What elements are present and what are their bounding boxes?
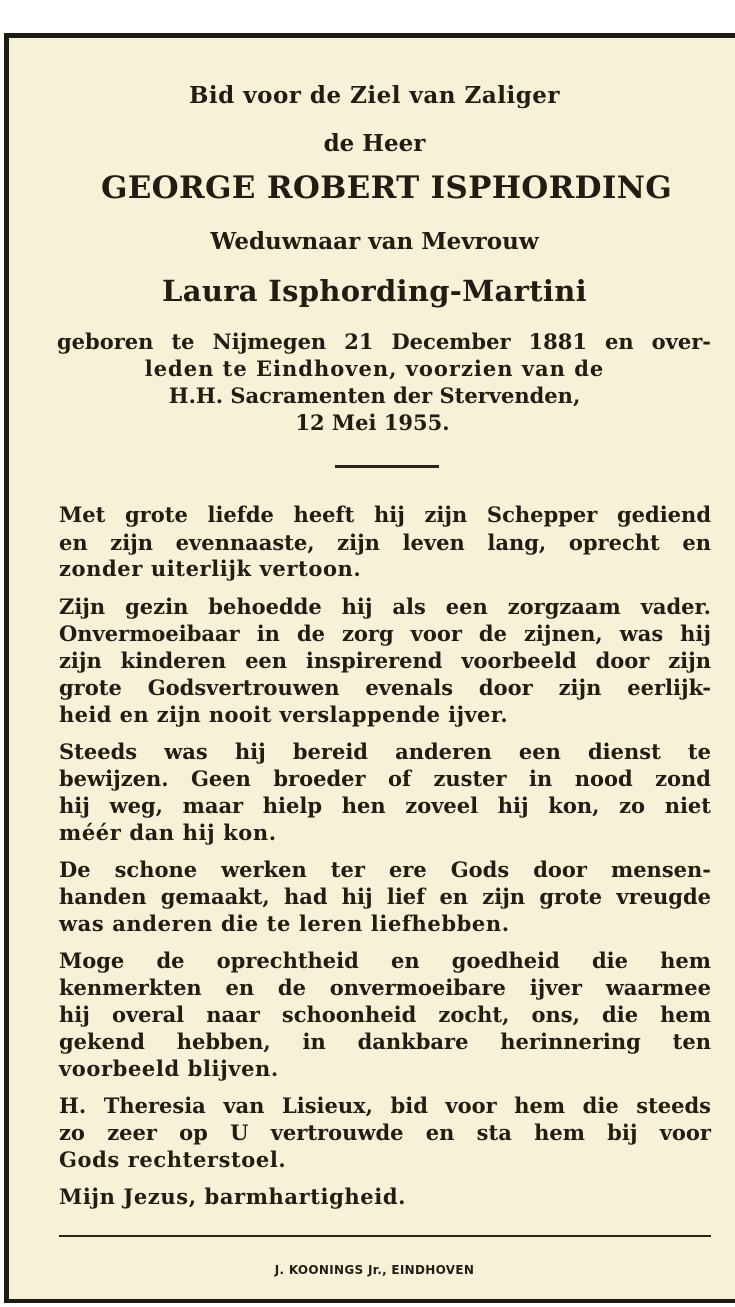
- paragraph-3-line-1: Steeds was hij bereid anderen een dienst te: [59, 739, 711, 764]
- deceased-name: GEORGE ROBERT ISPHORDING: [100, 170, 673, 206]
- paragraph-2-line-2: Onvermoeibaar in de zorg voor de zijnen, was hij: [59, 621, 711, 646]
- closing-line: Mijn Jezus, barmhartigheid.: [59, 1184, 407, 1209]
- paragraph-4-line-2: handen gemaakt, had hij lief en zijn grote vreugde: [59, 884, 711, 909]
- paragraph-1-line-2: en zijn evennaaste, zijn leven lang, oprecht en: [59, 530, 711, 555]
- paragraph-6-line-2: zo zeer op U vertrouwde en sta hem bij voor: [59, 1120, 711, 1145]
- paragraph-3-line-3: hij weg, maar hielp hen zoveel hij kon, zo niet: [59, 793, 711, 818]
- paragraph-2-line-4: grote Godsvertrouwen evenals door zijn eerlijk-: [59, 675, 711, 700]
- birth-death-line-1: geboren te Nijmegen 21 December 1881 en over-: [57, 329, 711, 354]
- divider-long: [59, 1235, 711, 1237]
- prayer-line: Bid voor de Ziel van Zaliger: [188, 82, 561, 109]
- printer-credit: J. KOONINGS Jr., EINDHOVEN: [274, 1263, 475, 1277]
- widower-line: Weduwnaar van Mevrouw: [210, 228, 539, 255]
- memorial-card: [4, 33, 735, 1303]
- spouse-name: Laura Isphording-Martini: [162, 274, 587, 308]
- paragraph-3-line-4: méér dan hij kon.: [59, 820, 277, 845]
- birth-death-line-3: H.H. Sacramenten der Stervenden,: [168, 383, 581, 408]
- paragraph-5-line-2: kenmerkten en de onvermoeibare ijver waarmee: [59, 975, 711, 1000]
- paragraph-5-line-3: hij overal naar schoonheid zocht, ons, die hem: [59, 1002, 711, 1027]
- paragraph-5-line-4: gekend hebben, in dankbare herinnering ten: [59, 1029, 711, 1054]
- paragraph-4-line-3: was anderen die te leren liefhebben.: [59, 911, 510, 936]
- paragraph-2-line-1: Zijn gezin behoedde hij als een zorgzaam vader.: [59, 594, 711, 619]
- paragraph-2-line-3: zijn kinderen een inspirerend voorbeeld door zijn: [59, 648, 711, 673]
- birth-death-line-2: leden te Eindhoven, voorzien van de: [144, 356, 605, 381]
- paragraph-5-line-5: voorbeeld blijven.: [59, 1056, 279, 1081]
- paragraph-1-line-1: Met grote liefde heeft hij zijn Schepper gediend: [59, 502, 711, 527]
- paragraph-6-line-1: H. Theresia van Lisieux, bid voor hem die steeds: [59, 1093, 711, 1118]
- paragraph-5-line-1: Moge de oprechtheid en goedheid die hem: [59, 948, 711, 973]
- paragraph-1-line-3: zonder uiterlijk vertoon.: [59, 556, 362, 581]
- birth-death-line-4: 12 Mei 1955.: [295, 410, 450, 435]
- title-line: de Heer: [323, 130, 426, 157]
- paragraph-2-line-5: heid en zijn nooit verslappende ijver.: [59, 702, 509, 727]
- paragraph-4-line-1: De schone werken ter ere Gods door mensen-: [59, 857, 711, 882]
- paragraph-3-line-2: bewijzen. Geen broeder of zuster in nood zond: [59, 766, 711, 791]
- paragraph-6-line-3: Gods rechterstoel.: [59, 1147, 287, 1172]
- divider-short: [335, 465, 439, 468]
